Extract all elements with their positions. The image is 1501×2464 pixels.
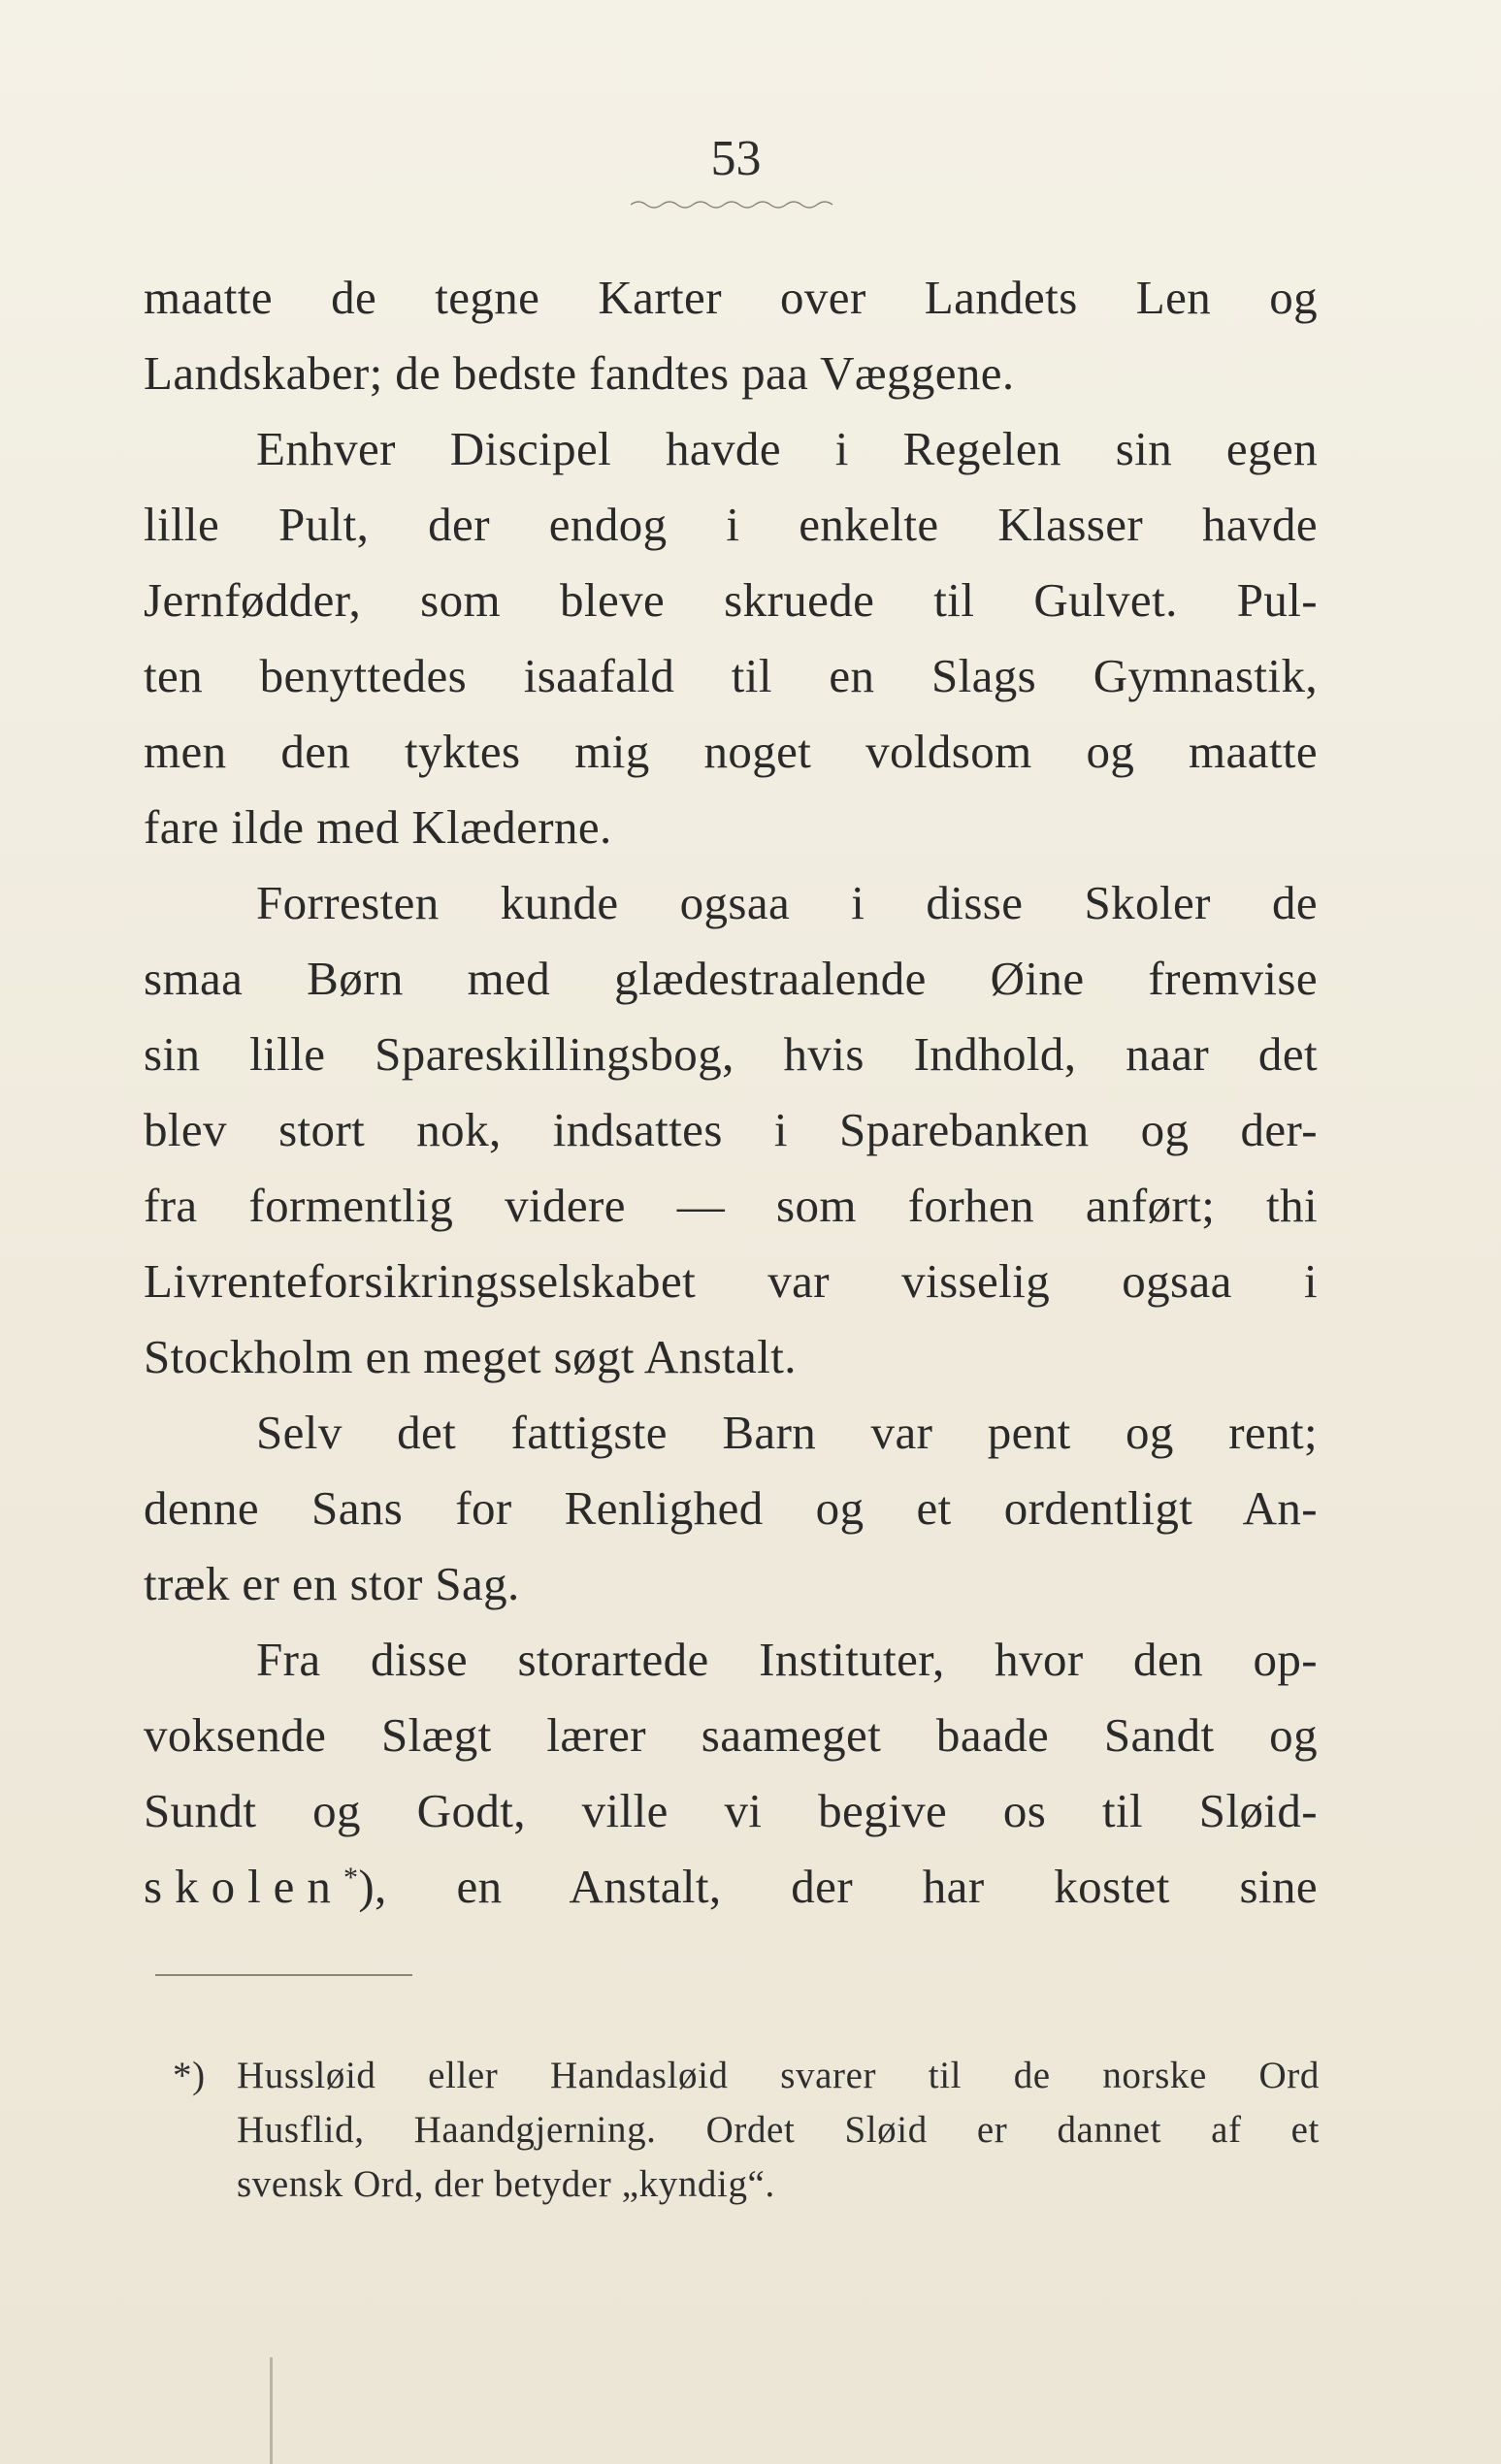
text-line: Fra disse storartede Instituter, hvor den op-	[256, 1633, 1318, 1686]
text-line: fra formentlig videre — som forhen anført; thi	[144, 1179, 1318, 1232]
text-line: Enhver Discipel havde i Regelen sin egen	[256, 422, 1318, 475]
text-line: ten benyttedes isaafald til en Slags Gymnastik,	[144, 649, 1318, 702]
footnote-text: Hussløid eller Handasløid svarer til de norske Ord	[237, 2055, 1320, 2096]
text-line: fare ilde med Klæderne.	[144, 800, 612, 854]
text-line: Livrenteforsikringsselskabet var visselig ogsaa i	[144, 1254, 1318, 1308]
text-line: sin lille Spareskillingsbog, hvis Indhold, naar det	[144, 1027, 1318, 1081]
footnote-reference: *	[343, 1862, 359, 1894]
text-line: Jernfødder, som bleve skruede til Gulvet. Pul-	[144, 573, 1318, 627]
text-line: træk er en stor Sag.	[144, 1557, 520, 1610]
text-line: Selv det fattigste Barn var pent og rent;	[256, 1406, 1318, 1459]
page-number: 53	[710, 131, 762, 186]
text-line: men den tyktes mig noget voldsom og maatte	[144, 725, 1318, 778]
footnote-line	[173, 2049, 1320, 2103]
text-line: voksende Slægt lærer saameget baade Sandt og	[144, 1708, 1318, 1762]
text-line: Forresten kunde ogsaa i disse Skoler de	[256, 876, 1318, 929]
text-line: blev stort nok, indsattes i Sparebanken og der-	[144, 1103, 1318, 1156]
text-line: smaa Børn med glædestraalende Øine fremvise	[144, 952, 1318, 1005]
text-line: Stockholm en meget søgt Anstalt.	[144, 1330, 797, 1383]
text-line: denne Sans for Renlighed og et ordentligt An-	[144, 1481, 1318, 1535]
text-line: lille Pult, der endog i enkelte Klasser havde	[144, 498, 1318, 551]
footnote-line: Husflid, Haandgjerning. Ordet Sløid er dannet af et	[237, 2109, 1320, 2151]
text-line: maatte de tegne Karter over Landets Len og	[144, 271, 1318, 324]
text-line-last	[144, 1849, 1318, 1925]
footnote	[173, 2049, 1320, 2212]
text-line: Sundt og Godt, ville vi begive os til Sløid-	[144, 1784, 1318, 1837]
footnote-divider	[155, 1974, 412, 1976]
page-edge-mark	[270, 2357, 273, 2464]
spaced-word: skolen	[144, 1860, 343, 1913]
body-text	[144, 260, 1318, 1925]
footnote-marker: *)	[173, 2055, 206, 2096]
footnote-line: svensk Ord, der betyder „kyndig“.	[237, 2163, 775, 2205]
text-line: Landskaber; de bedste fandtes paa Væggene.	[144, 346, 1015, 400]
ornament-rule	[631, 196, 834, 210]
text-line-remainder: ), en Anstalt, der har kostet sine	[358, 1860, 1318, 1913]
